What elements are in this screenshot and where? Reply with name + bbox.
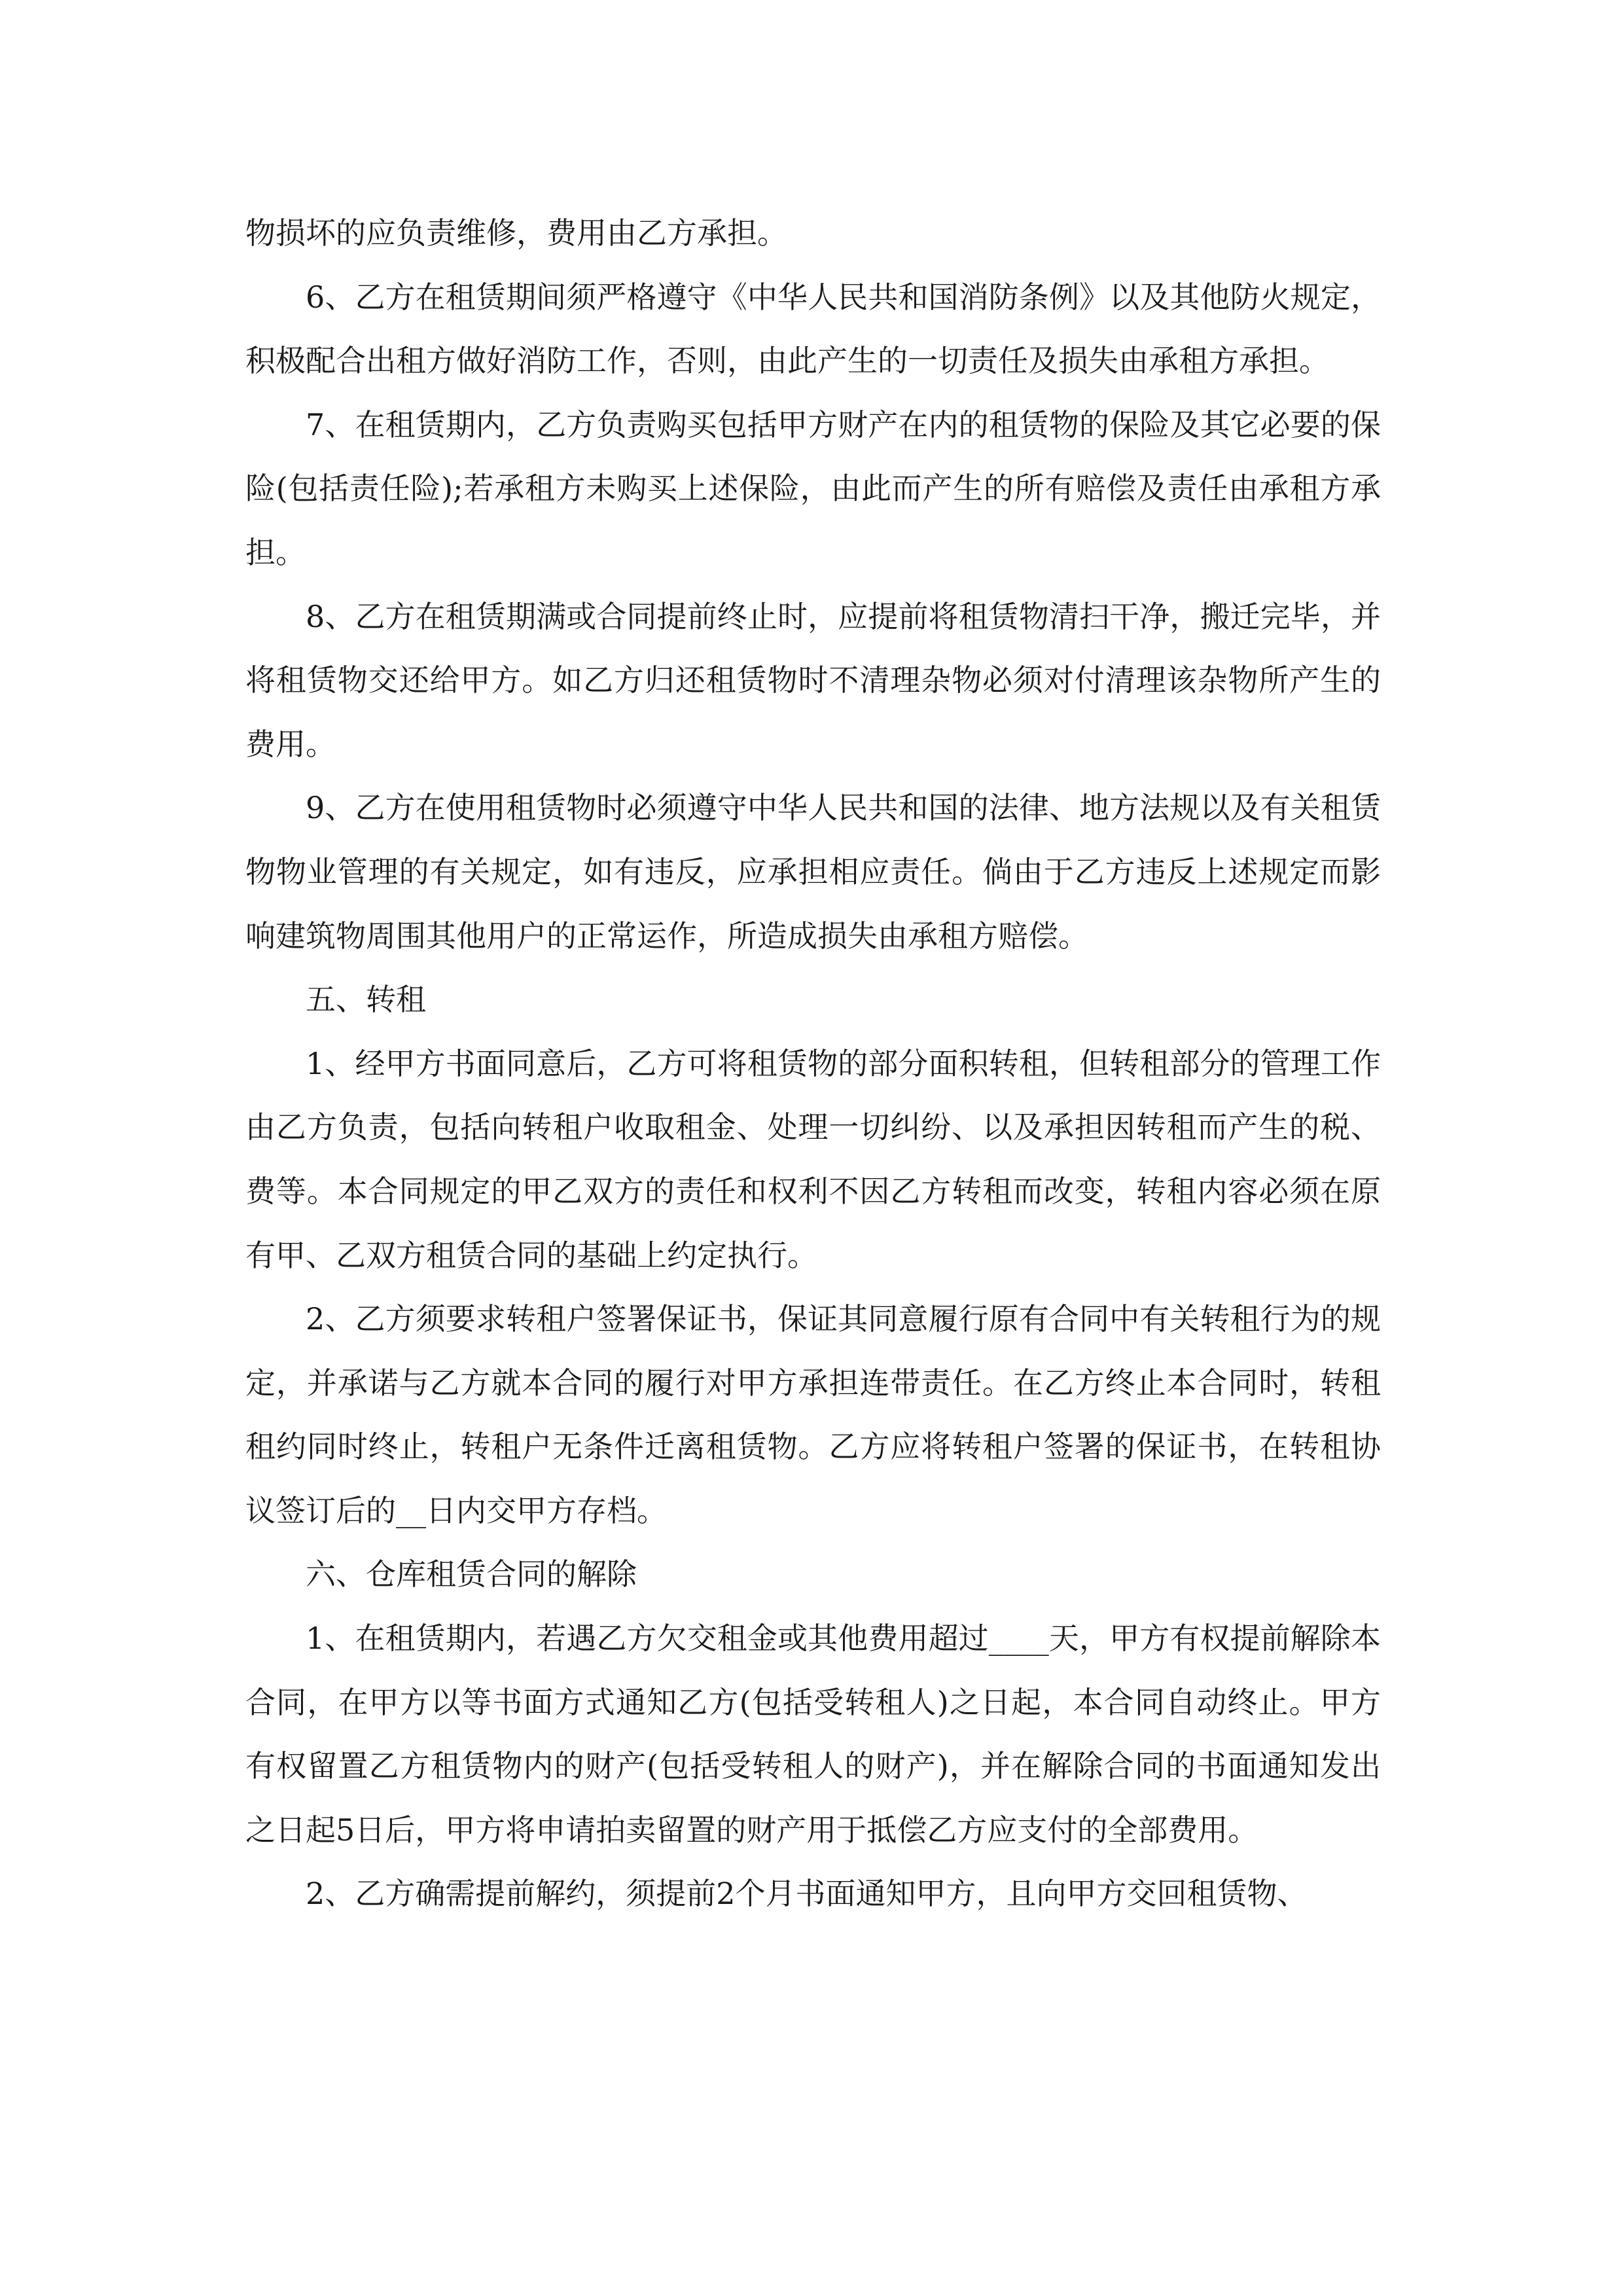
paragraph: 8、乙方在租赁期满或合同提前终止时，应提前将租赁物清扫干净，搬迁完毕，并将租赁物交还给甲方。如乙方归还租赁物时不清理杂物必须对付清理该杂物所产生的费用。: [245, 598, 1381, 762]
section-heading: 六、仓库租赁合同的解除: [306, 1556, 637, 1592]
paragraph: 6、乙方在租赁期间须严格遵守《中华人民共和国消防条例》以及其他防火规定，积极配合出租方做好消防工作，否则，由此产生的一切责任及损失由承租方承担。: [245, 279, 1381, 379]
document-body: [245, 202, 1381, 1926]
paragraph: 1、经甲方书面同意后，乙方可将租赁物的部分面积转租，但转租部分的管理工作由乙方负责，包括向转租户收取租金、处理一切纠纷、以及承担因转租而产生的税、费等。本合同规定的甲乙双方的责任和权利不因乙方转租而改变，转租内容必须在原有甲、乙双方租赁合同的基础上约定执行。: [245, 1045, 1381, 1273]
paragraph: 7、在租赁期内，乙方负责购买包括甲方财产在内的租赁物的保险及其它必要的保险(包括责任险);若承租方未购买上述保险，由此而产生的所有赔偿及责任由承租方承担。: [245, 406, 1381, 570]
paragraph: 2、乙方须要求转租户签署保证书，保证其同意履行原有合同中有关转租行为的规定，并承诺与乙方就本合同的履行对甲方承担连带责任。在乙方终止本合同时，转租租约同时终止，转租户无条件迁离租赁物。乙方应将转租户签署的保证书，在转租协议签订后的__日内交甲方存档。: [245, 1301, 1381, 1528]
paragraph: 1、在租赁期内，若遇乙方欠交租金或其他费用超过____天，甲方有权提前解除本合同，在甲方以等书面方式通知乙方(包括受转租人)之日起，本合同自动终止。甲方有权留置乙方租赁物内的财产(包括受转租人的财产)，并在解除合同的书面通知发出之日起5日后，甲方将申请拍卖留置的财产用于抵偿乙方应支付的全部费用。: [245, 1621, 1381, 1848]
section-heading: 五、转租: [306, 982, 426, 1018]
paragraph: 2、乙方确需提前解约，须提前2个月书面通知甲方，且向甲方交回租赁物、: [306, 1876, 1308, 1912]
paragraph: 9、乙方在使用租赁物时必须遵守中华人民共和国的法律、地方法规以及有关租赁物物业管理的有关规定，如有违反，应承担相应责任。倘由于乙方违反上述规定而影响建筑物周围其他用户的正常运作，所造成损失由承租方赔偿。: [245, 790, 1381, 954]
paragraph: 物损坏的应负责维修，费用由乙方承担。: [245, 215, 787, 251]
